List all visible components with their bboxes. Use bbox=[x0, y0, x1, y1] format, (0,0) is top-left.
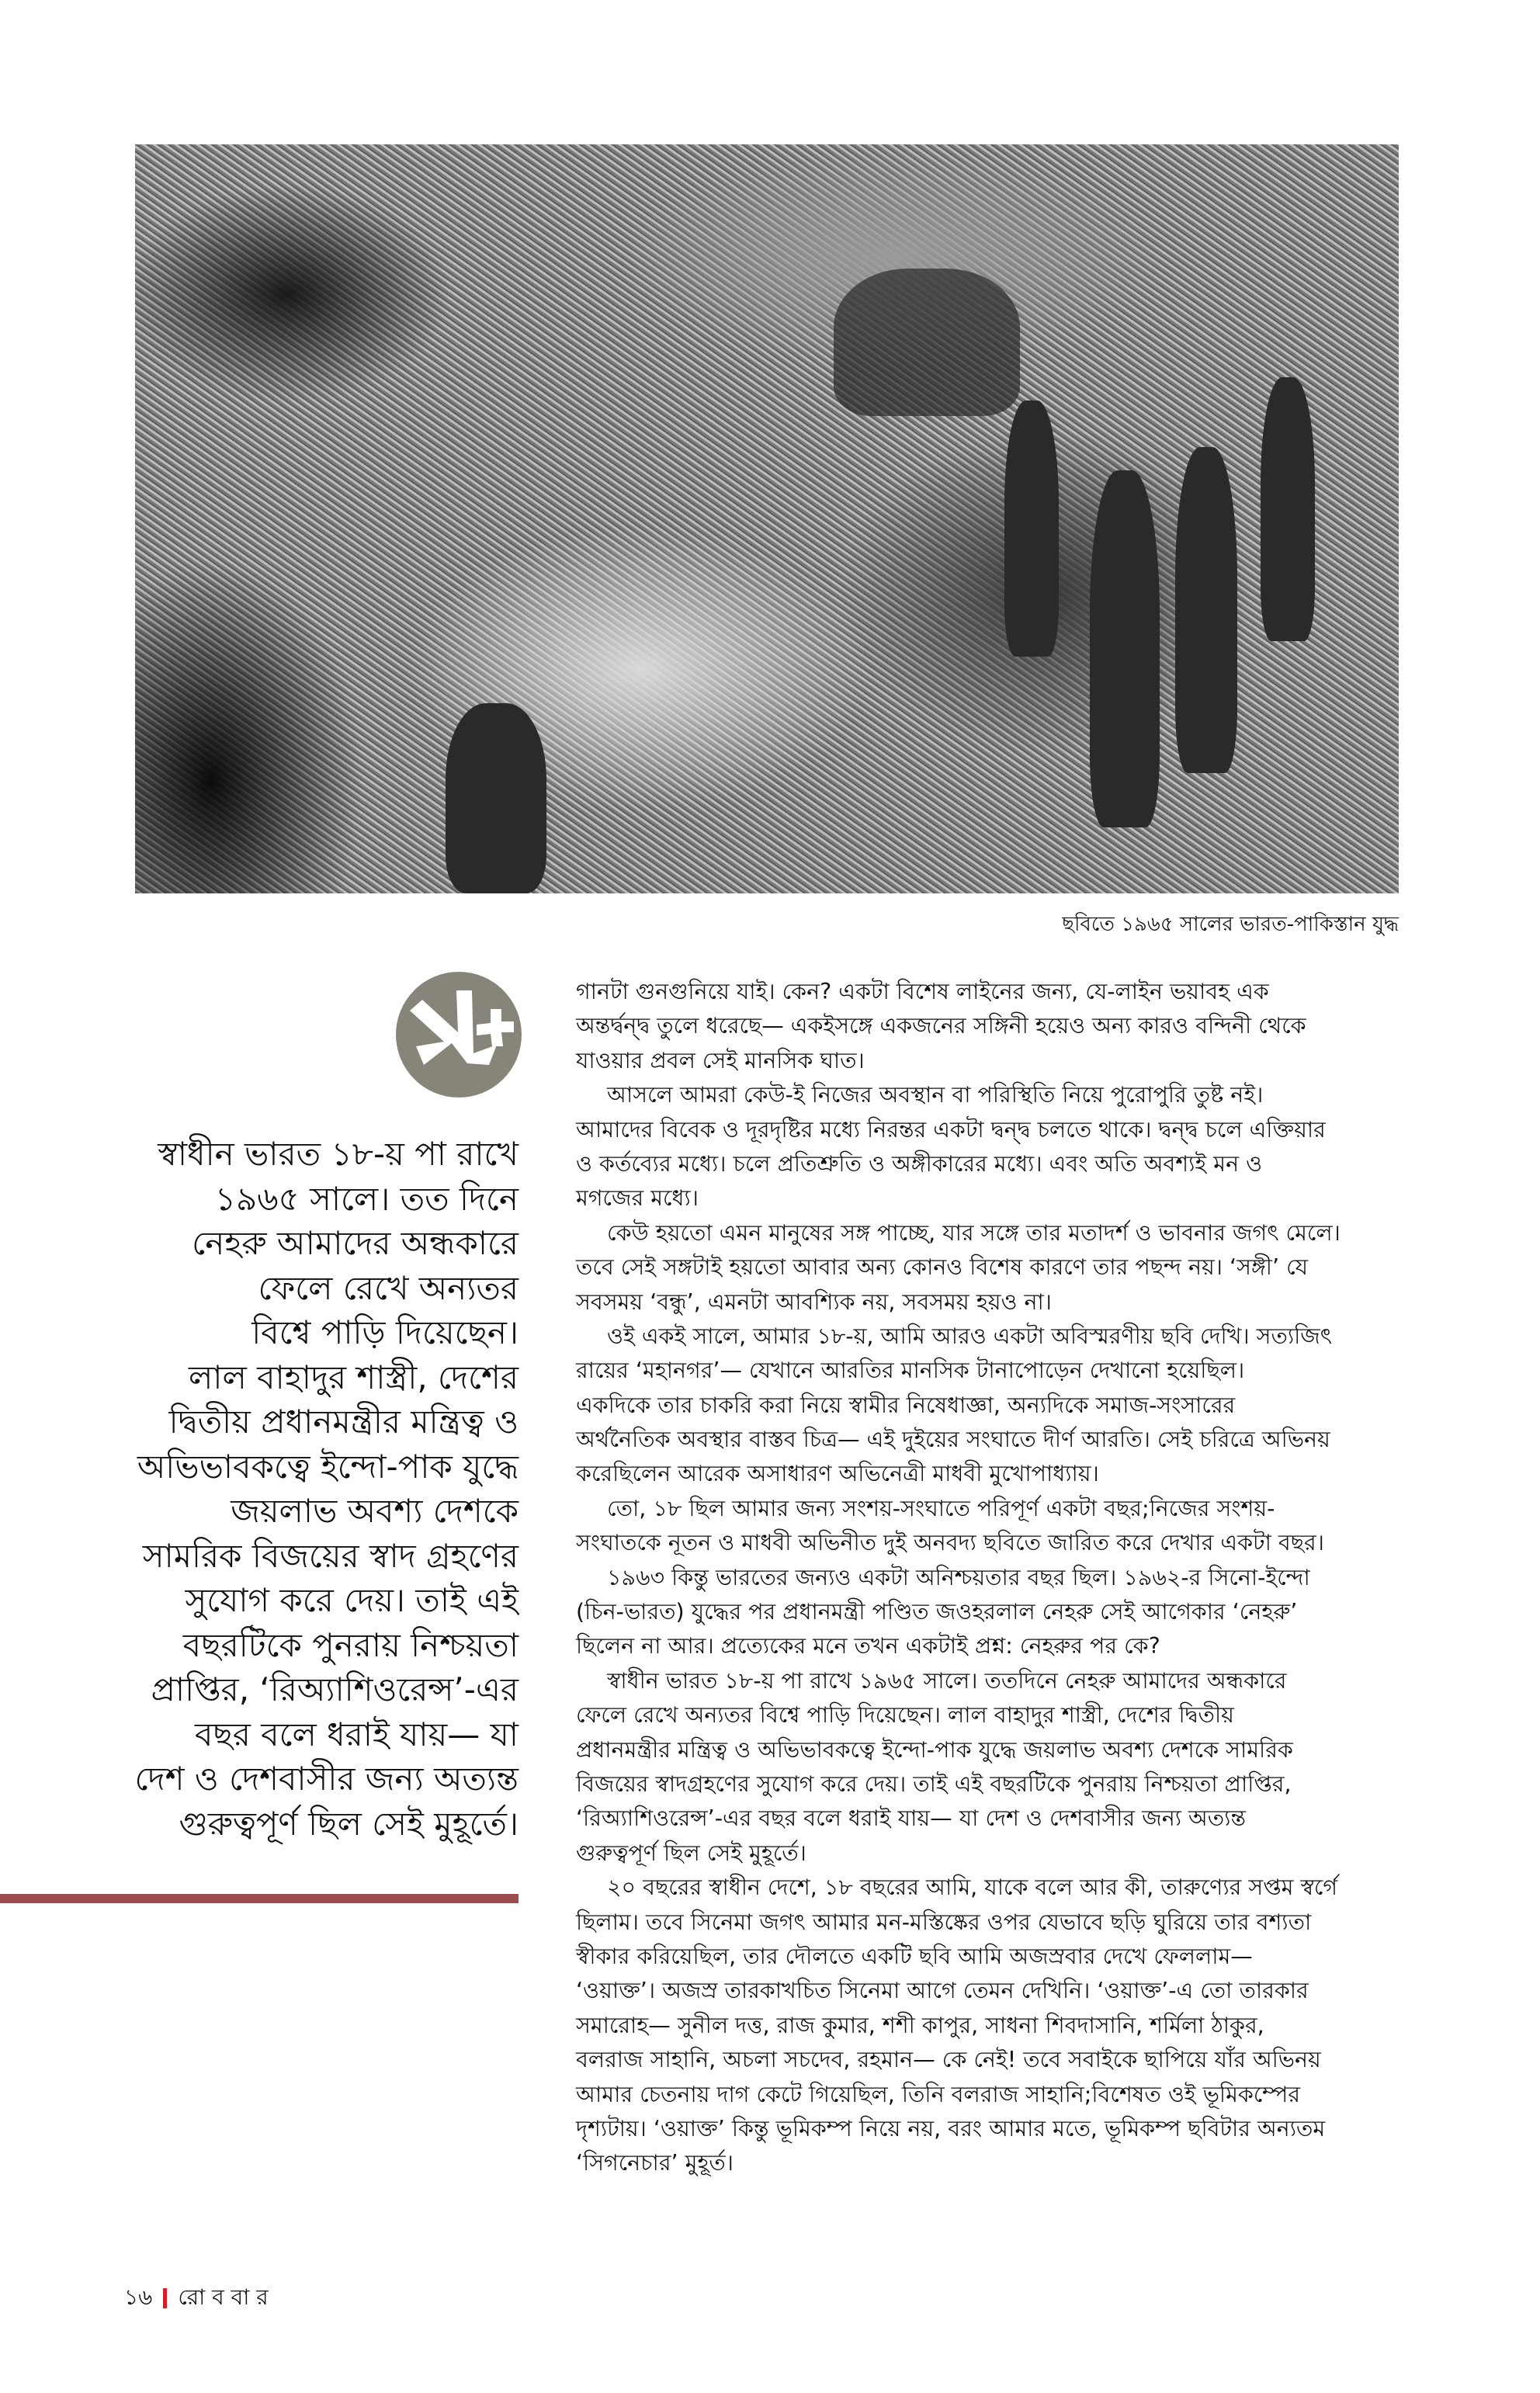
article-body bbox=[576, 975, 1399, 2181]
article-paragraph bbox=[576, 1664, 1399, 1871]
pull-quote-line: জয়লাভ অবশ্য দেশকে bbox=[231, 1492, 519, 1530]
article-line: ‘ওয়াক্ত’। অজস্র তারকাখচিত সিনেমা আগে তেমন দেখিনি। ‘ওয়াক্ত’-এ তো তারকার bbox=[576, 1978, 1309, 2004]
article-line: যাওয়ার প্রবল সেই মানসিক ঘাত। bbox=[576, 1047, 865, 1073]
pull-quote-rule bbox=[0, 1894, 519, 1903]
publication-name: রো ব বা র bbox=[178, 2284, 269, 2310]
article-line: প্রধানমন্ত্রীর মন্ত্রিত্ব ও অভিভাবকত্বে ইন্দো-পাক যুদ্ধে জয়লাভ অবশ্য দেশকে সামরিক bbox=[576, 1736, 1293, 1763]
pull-quote-line: অভিভাবকত্বে ইন্দো-পাক যুদ্ধে bbox=[137, 1447, 519, 1486]
footer-separator bbox=[163, 2288, 167, 2308]
article-line: স্বাধীন ভারত ১৮-য় পা রাখে ১৯৬৫ সালে। ততদিনে নেহরু আমাদের অন্ধকারে bbox=[607, 1667, 1287, 1694]
pull-quote-line: বিশ্বে পাড়ি দিয়েছেন। bbox=[251, 1313, 519, 1351]
article-line: ও কর্তব্যের মধ্যে। চলে প্রতিশ্রুতি ও অঙ্গীকারের মধ্যে। এবং অতি অবশ্যই মন ও bbox=[576, 1150, 1263, 1177]
war-photo bbox=[135, 144, 1399, 893]
soldier-figure bbox=[446, 703, 546, 893]
article-line: ছিলেন না আর। প্রত্যেকের মনে তখন একটাই প্রশ্ন: নেহরুর পর কে? bbox=[576, 1633, 1160, 1659]
soldier-figure bbox=[834, 269, 1020, 416]
pull-quote-line: দ্বিতীয় প্রধানমন্ত্রীর মন্ত্রিত্ব ও bbox=[168, 1403, 519, 1441]
pull-quote-line: স্বাধীন ভারত ১৮-য় পা রাখে bbox=[158, 1135, 519, 1173]
article-line: মগজের মধ্যে। bbox=[576, 1185, 699, 1212]
article-line: রায়ের ‘মহানগর’— যেখানে আরতির মানসিক টানাপোড়েন দেখানো হয়েছিল। bbox=[576, 1358, 1245, 1384]
article-line: তো, ১৮ ছিল আমার জন্য সংশয়-সংঘাতে পরিপূর্ণ একটা বছর;নিজের সংশয়- bbox=[607, 1495, 1275, 1521]
pull-quote-line: সুযোগ করে দেয়। তাই এই bbox=[185, 1581, 519, 1619]
article-line: সবসময় ‘বন্ধু’, এমনটা আবশ্যিক নয়, সবসময় হয়ও না। bbox=[576, 1288, 1052, 1315]
article-paragraph bbox=[576, 975, 1399, 1078]
pull-quote bbox=[135, 1132, 519, 1846]
article-line: অর্থনৈতিক অবস্থার বাস্তব চিত্র— এই দুইয়ের সংঘাতে দীর্ণ আরতি। সেই চরিত্রে অভিনয় bbox=[576, 1427, 1330, 1453]
pull-quote-line: প্রাপ্তির, ‘রিঅ্যাশিওরেন্স’-এর bbox=[151, 1670, 519, 1708]
pull-quote-line: লাল বাহাদুর শাস্ত্রী, দেশের bbox=[188, 1358, 519, 1396]
article-paragraph bbox=[576, 1078, 1399, 1216]
article-line: আসলে আমরা কেউ-ই নিজের অবস্থান বা পরিস্থিতি নিয়ে পুরোপুরি তুষ্ট নই। bbox=[607, 1082, 1264, 1108]
article-line: ১৯৬৩ কিন্তু ভারতের জন্যও একটা অনিশ্চয়তার বছর ছিল। ১৯৬২-র সিনো-ইন্দো bbox=[607, 1564, 1310, 1590]
article-line: বলরাজ সাহানি, অচলা সচদেব, রহমান— কে নেই! তবে সবাইকে ছাপিয়ে যাঁর অভিনয় bbox=[576, 2047, 1321, 2073]
pull-quote-line: ১৯৬৫ সালে। তত দিনে bbox=[214, 1179, 519, 1218]
page-footer bbox=[124, 2280, 269, 2317]
photo-caption: ছবিতে ১৯৬৫ সালের ভারত-পাকিস্তান যুদ্ধ bbox=[1062, 913, 1399, 936]
article-line: করেছিলেন আরেক অসাধারণ অভিনেত্রী মাধবী মুখোপাধ্যায়। bbox=[576, 1461, 1099, 1487]
soldier-figure bbox=[1175, 447, 1237, 773]
soldier-figure bbox=[1004, 401, 1059, 657]
pull-quote-line: গুরুত্বপূর্ণ ছিল সেই মুহূর্তে। bbox=[179, 1804, 519, 1843]
article-line: স্বীকার করিয়েছিল, তার দৌলতে একটি ছবি আমি অজস্রবার দেখে ফেললাম— bbox=[576, 1943, 1253, 1969]
article-line: ২০ বছরের স্বাধীন দেশে, ১৮ বছরের আমি, যাকে বলে আর কী, তারুণ্যের সপ্তম স্বর্গে bbox=[607, 1875, 1338, 1901]
article-line: ওই একই সালে, আমার ১৮-য়, আমি আরও একটা অবিস্মরণীয় ছবি দেখি। সত্যজিৎ bbox=[607, 1323, 1333, 1349]
article-line: বিজয়ের স্বাদগ্রহণের সুযোগ করে দেয়। তাই এই বছরটিকে পুনরায় নিশ্চয়তা প্রাপ্তির, bbox=[576, 1770, 1292, 1797]
article-line: ফেলে রেখে অন্যতর বিশ্বে পাড়ি দিয়েছেন। লাল বাহাদুর শাস্ত্রী, দেশের দ্বিতীয় bbox=[576, 1702, 1234, 1729]
article-paragraph bbox=[576, 1492, 1399, 1561]
article-line: ‘সিগনেচার’ মুহূর্ত। bbox=[576, 2150, 734, 2176]
age-18-plus-logo bbox=[396, 972, 522, 1098]
pull-quote-line: ফেলে রেখে অন্যতর bbox=[258, 1268, 519, 1307]
pull-quote-line: নেহরু আমাদের অন্ধকারে bbox=[192, 1224, 519, 1262]
soldier-figure bbox=[1090, 470, 1160, 827]
article-line: ‘রিঅ্যাশিওরেন্স’-এর বছর বলে ধরাই যায়— যা দেশ ও দেশবাসীর জন্য অত্যন্ত bbox=[576, 1805, 1246, 1832]
article-line: সংঘাতকে নূতন ও মাধবী অভিনীত দুই অনবদ্য ছবিতে জারিত করে দেখার একটা বছর। bbox=[576, 1530, 1324, 1556]
article-paragraph bbox=[576, 1871, 1399, 2181]
pull-quote-line: বছরটিকে পুনরায় নিশ্চয়তা bbox=[182, 1625, 519, 1664]
article-line: গানটা গুনগুনিয়ে যাই। কেন? একটা বিশেষ লাইনের জন্য, যে-লাইন ভয়াবহ এক bbox=[576, 979, 1269, 1004]
article-line: ছিলাম। তবে সিনেমা জগৎ আমার মন-মস্তিষ্কের ওপর যেভাবে ছড়ি ঘুরিয়ে তার বশ্যতা bbox=[576, 1909, 1312, 1935]
pull-quote-line: সামরিক বিজয়ের স্বাদ গ্রহণের bbox=[142, 1536, 519, 1575]
article-line: (চিন-ভারত) যুদ্ধের পর প্রধানমন্ত্রী পণ্ডিত জওহরলাল নেহরু সেই আগেকার ‘নেহরু’ bbox=[576, 1599, 1298, 1625]
article-paragraph bbox=[576, 1320, 1399, 1492]
article-line: অন্তর্দ্বন্দ্ব তুলে ধরেছে— একইসঙ্গে একজনের সঙ্গিনী হয়েও অন্য কারও বন্দিনী থেকে bbox=[576, 1013, 1306, 1039]
pull-quote-line: দেশ ও দেশবাসীর জন্য অত্যন্ত bbox=[134, 1760, 519, 1798]
article-line: আমার চেতনায় দাগ কেটে গিয়েছিল, তিনি বলরাজ সাহানি;বিশেষত ওই ভূমিকম্পের bbox=[576, 2081, 1300, 2107]
article-line: কেউ হয়তো এমন মানুষের সঙ্গ পাচ্ছে, যার সঙ্গে তার মতাদর্শ ও ভাবনার জগৎ মেলে। bbox=[607, 1219, 1341, 1246]
soldier-figure bbox=[1261, 377, 1315, 641]
page-number: ১৬ bbox=[124, 2284, 153, 2310]
article-paragraph bbox=[576, 1561, 1399, 1664]
article-line: একদিকে তার চাকরি করা নিয়ে স্বামীর নিষেধাজ্ঞা, অন্যদিকে সমাজ-সংসারের bbox=[576, 1392, 1236, 1418]
article-line: গুরুত্বপূর্ণ ছিল সেই মুহূর্তে। bbox=[576, 1840, 806, 1866]
article-line: আমাদের বিবেক ও দূরদৃষ্টির মধ্যে নিরন্তর একটা দ্বন্দ্ব চলতে থাকে। দ্বন্দ্ব চলে এক্তিয়ার bbox=[576, 1116, 1326, 1143]
article-line: তবে সেই সঙ্গটাই হয়তো আবার অন্য কোনও বিশেষ কারণে তার পছন্দ নয়। ‘সঙ্গী’ যে bbox=[576, 1254, 1309, 1281]
article-line: দৃশ্যটায়। ‘ওয়াক্ত’ কিন্তু ভূমিকম্প নিয়ে নয়, বরং আমার মতে, ভূমিকম্প ছবিটার অন্যতম bbox=[576, 2115, 1326, 2142]
eighteen-plus-icon bbox=[396, 972, 522, 1098]
pull-quote-line: বছর বলে ধরাই যায়— যা bbox=[194, 1715, 519, 1753]
article-line: সমারোহ— সুনীল দত্ত, রাজ কুমার, শশী কাপুর, সাধনা শিবদাসানি, শর্মিলা ঠাকুর, bbox=[576, 2012, 1264, 2038]
article-paragraph bbox=[576, 1216, 1399, 1320]
